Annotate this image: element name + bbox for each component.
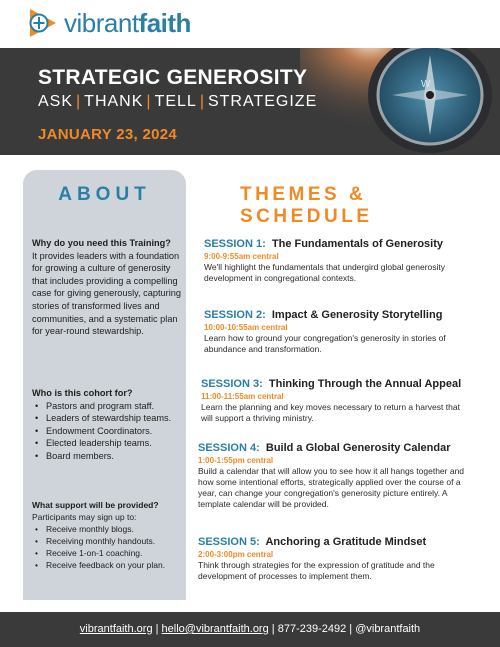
footer-separator: |	[155, 623, 159, 635]
list-item: • Leaders of stewardship teams.	[35, 412, 184, 425]
themes-heading: THEMES & SCHEDULE	[240, 184, 373, 227]
session-description: Learn the planning and key moves necessary to return a harvest that will support a thriving ministry.	[201, 402, 460, 423]
session-name: The Fundamentals of Generosity	[271, 238, 444, 250]
phone-number: 877-239-2492	[277, 623, 347, 635]
session-1	[204, 238, 474, 284]
event-date: JANUARY 23, 2024	[38, 126, 178, 143]
logo-mark-icon	[26, 6, 60, 40]
brand-wordmark	[64, 6, 191, 40]
about-sidebar	[23, 170, 186, 600]
session-4	[198, 442, 468, 510]
session-2	[204, 309, 474, 355]
hero-subtitle	[38, 93, 317, 111]
session-title	[198, 536, 468, 548]
top-bar	[0, 0, 500, 48]
session-title	[198, 442, 468, 454]
session-name: Build a Global Generosity Calendar	[265, 442, 451, 454]
session-time: 9:00-9:55am central	[204, 252, 279, 261]
session-title	[201, 378, 471, 390]
list-item: • Endowment Coordinators.	[35, 425, 184, 438]
who-question: Who is this cohort for?	[32, 388, 133, 398]
session-5	[198, 536, 468, 582]
session-time: 2:00-3:00pm central	[198, 550, 274, 559]
subtitle-thank: THANK	[84, 93, 144, 110]
session-time: 1:00-1:55pm central	[198, 456, 274, 465]
session-title	[204, 238, 474, 250]
session-time: 10:00-10:55am central	[204, 323, 288, 332]
session-number: SESSION 1:	[204, 238, 266, 250]
list-item: • Elected leadership teams.	[35, 437, 184, 450]
support-question: What support will be provided?	[32, 500, 159, 510]
about-heading: ABOUT	[58, 184, 151, 205]
session-time: 11:00-11:55am central	[201, 392, 284, 401]
session-number: SESSION 4:	[198, 442, 260, 454]
compass-image	[300, 48, 500, 155]
subtitle-strategize: STRATEGIZE	[207, 93, 318, 110]
brand-name-part1: vibrant	[64, 8, 139, 38]
session-number: SESSION 5:	[198, 536, 260, 548]
session-description: Learn how to ground your congregation's generosity in stories of abundance and transformation.	[204, 333, 446, 354]
brand-logo[interactable]	[26, 6, 191, 40]
social-handle: @vibrantfaith	[355, 623, 421, 635]
session-number: SESSION 2:	[204, 309, 266, 321]
about-who-block	[32, 387, 184, 463]
session-description: We'll highlight the fundamentals that undergird global generosity development in congregational contexts.	[204, 262, 446, 283]
session-number: SESSION 3:	[201, 378, 263, 390]
svg-text:W: W	[421, 79, 431, 90]
email-link[interactable]: hello@vibrantfaith.org	[161, 623, 269, 635]
footer-contact	[0, 623, 500, 635]
session-description: Build a calendar that will allow you to see how it all hangs together and how some intentional efforts, strategically applied over the course of a year, can change your congregation's generosity picture entirely. A template calendar will be provided.	[198, 466, 465, 509]
audience-list	[32, 400, 184, 463]
subtitle-ask: ASK	[38, 93, 74, 110]
about-support-block	[32, 499, 184, 571]
session-3	[201, 378, 471, 424]
why-answer: It provides leaders with a foundation for growing a culture of generosity that includes providing a compelling case for giving generously, capturing stories of transformed lives and communities, and a systematic plan for year-round stewardship.	[32, 250, 181, 337]
footer-separator: |	[349, 623, 353, 635]
footer-bar	[0, 612, 500, 647]
list-item: • Receiving monthly handouts.	[35, 535, 184, 547]
subtitle-separator: |	[146, 93, 152, 110]
brand-name-part2: faith	[138, 8, 191, 38]
list-item: • Receive monthly blogs.	[35, 523, 184, 535]
list-item: • Receive feedback on your plan.	[35, 559, 184, 571]
subtitle-separator: |	[76, 93, 82, 110]
hero-banner	[0, 48, 500, 155]
about-why-block	[32, 237, 184, 338]
website-link[interactable]: vibrantfaith.org	[79, 623, 153, 635]
list-item: • Board members.	[35, 450, 184, 463]
session-name: Impact & Generosity Storytelling	[271, 309, 443, 321]
session-name: Anchoring a Gratitude Mindset	[265, 536, 427, 548]
session-title	[204, 309, 474, 321]
list-item: • Receive 1-on-1 coaching.	[35, 547, 184, 559]
subtitle-separator: |	[199, 93, 205, 110]
footer-separator: |	[271, 623, 275, 635]
session-description: Think through strategies for the expression of gratitude and the development of processes to implement them.	[198, 560, 435, 581]
list-item: • Pastors and program staff.	[35, 400, 184, 413]
support-intro: Participants may sign up to:	[32, 512, 137, 522]
why-question: Why do you need this Training?	[32, 238, 171, 248]
session-name: Thinking Through the Annual Appeal	[268, 378, 462, 390]
subtitle-tell: TELL	[154, 93, 197, 110]
hero-title: STRATEGIC GENEROSITY	[38, 66, 308, 89]
support-list	[32, 523, 184, 571]
